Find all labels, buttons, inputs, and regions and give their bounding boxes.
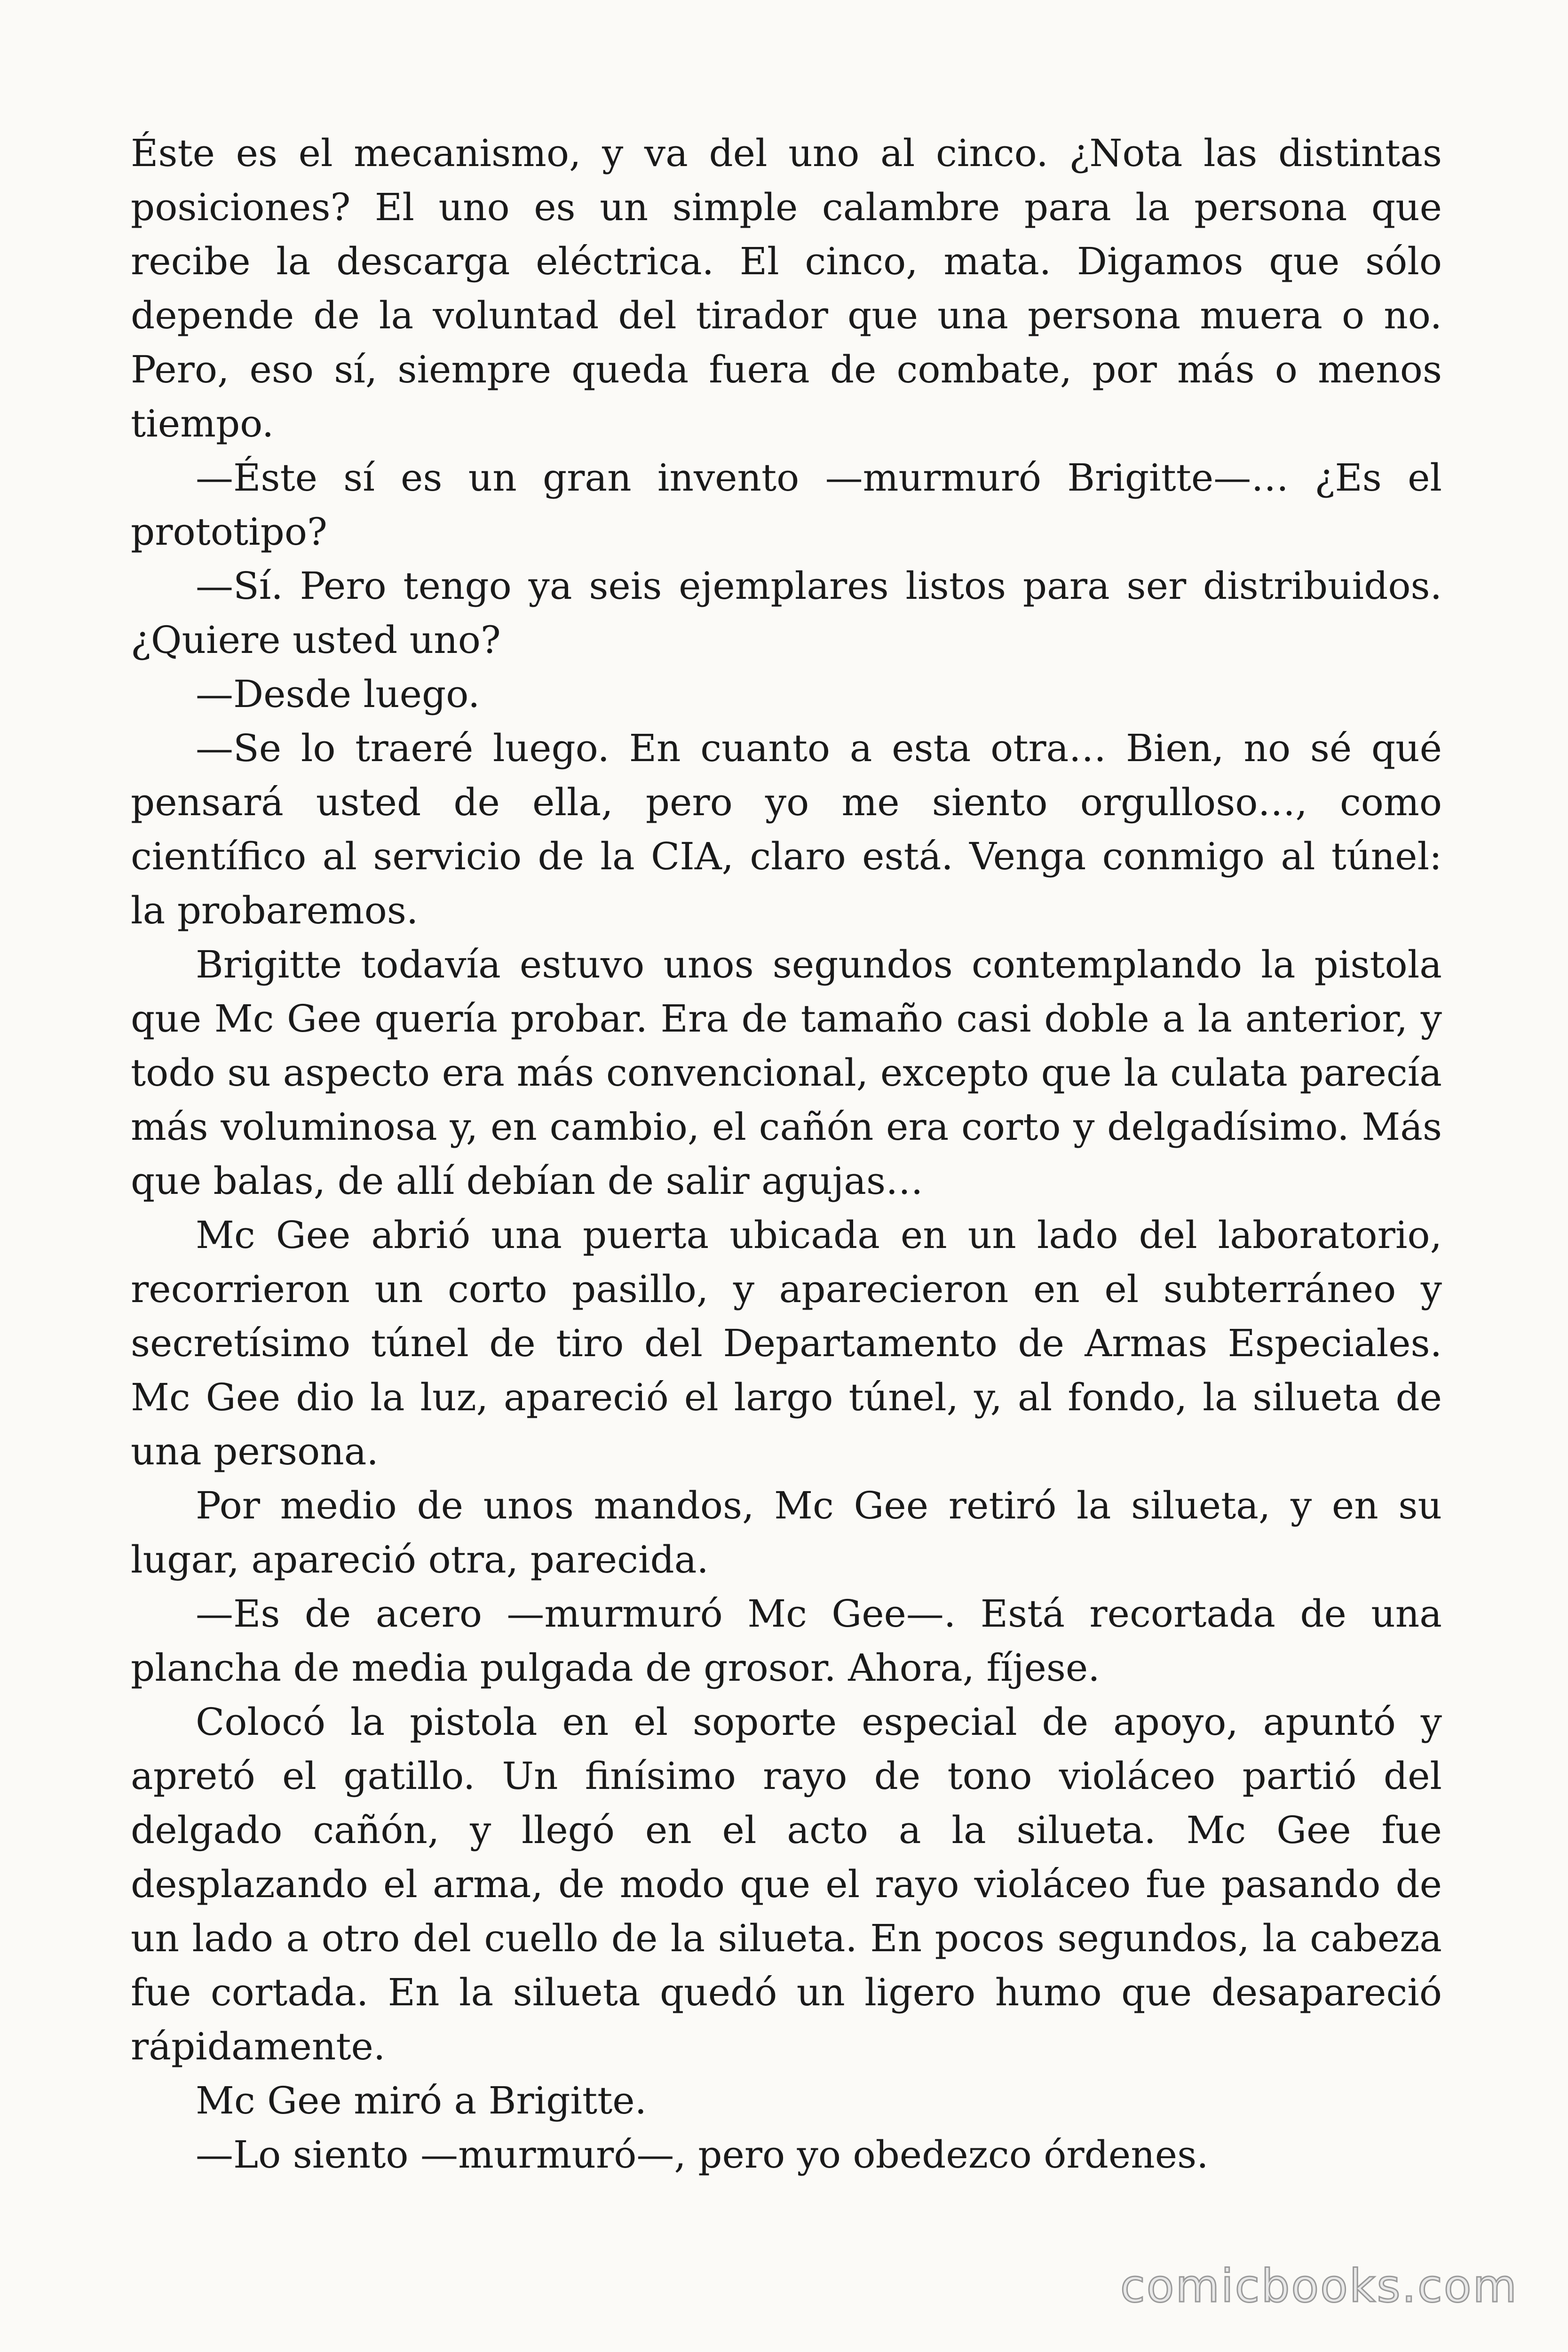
- body-text: [131, 126, 1442, 2177]
- paragraph: Mc Gee abrió una puerta ubicada en un lado del laboratorio, recorrieron un corto pasillo, y aparecieron en el subterráneo y secretísimo túnel de tiro del Departamento de Armas Especiales. Mc Gee dio la luz, apareció el largo túnel, y, al fondo, la silueta de una persona.: [131, 1213, 1442, 1473]
- paragraph: —Se lo traeré luego. En cuanto a esta otra… Bien, no sé qué pensará usted de ella, pero yo me siento orgulloso…, como científico al servicio de la CIA, claro está. Venga conmigo al túnel: la probaremos.: [131, 726, 1442, 932]
- paragraph: —Desde luego.: [196, 672, 480, 716]
- paragraph: Éste es el mecanismo, y va del uno al cinco. ¿Nota las distintas posiciones? El uno es un simple calambre para la persona que recibe la descarga eléctrica. El cinco, mata. Digamos que sólo depende de la voluntad del tirador que una persona muera o no. Pero, eso sí, siempre queda fuera de combate, por más o menos tiempo.: [131, 131, 1442, 445]
- paragraph: —Sí. Pero tengo ya seis ejemplares listos para ser distribuidos. ¿Quiere usted uno?: [131, 564, 1442, 662]
- paragraph: Colocó la pistola en el soporte especial de apoyo, apuntó y apretó el gatillo. Un finísimo rayo de tono violáceo partió del delgado cañón, y llegó en el acto a la silueta. Mc Gee fue desplazando el arma, de modo que el rayo violáceo fue pasando de un lado a otro del cuello de la silueta. En pocos segundos, la cabeza fue cortada. En la silueta quedó un ligero humo que desapareció rápidamente.: [131, 1700, 1442, 2068]
- paragraph: —Es de acero —murmuró Mc Gee—. Está recortada de una plancha de media pulgada de grosor. Ahora, fíjese.: [131, 1592, 1442, 1690]
- paragraph: Brigitte todavía estuvo unos segundos contemplando la pistola que Mc Gee quería probar. Era de tamaño casi doble a la anterior, y todo su aspecto era más convencional, excepto que la culata parecía más voluminosa y, en cambio, el cañón era corto y delgadísimo. Más que balas, de allí debían de salir agujas…: [131, 943, 1442, 1203]
- paragraph: Por medio de unos mandos, Mc Gee retiró la silueta, y en su lugar, apareció otra, parecida.: [131, 1484, 1442, 1581]
- paragraph: —Éste sí es un gran invento —murmuró Brigitte—… ¿Es el prototipo?: [131, 456, 1442, 554]
- watermark: comicbooks.com: [1120, 2260, 1518, 2312]
- paragraph: Mc Gee miró a Brigitte.: [196, 2079, 647, 2122]
- paragraph: —Lo siento —murmuró—, pero yo obedezco órdenes.: [196, 2133, 1209, 2177]
